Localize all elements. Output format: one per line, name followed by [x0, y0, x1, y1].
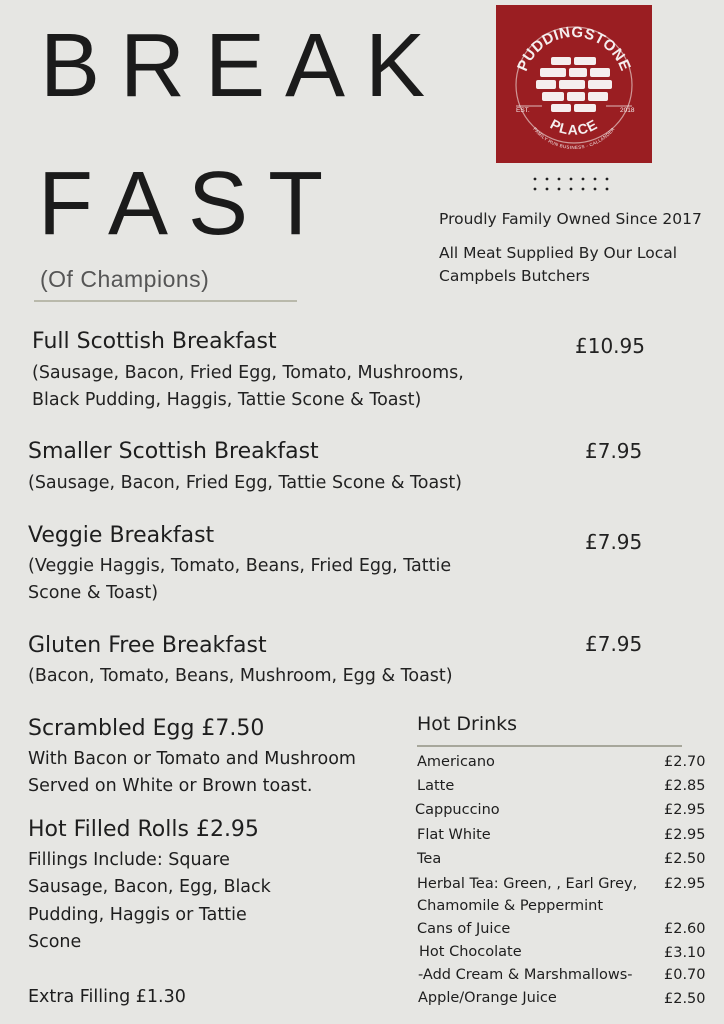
menu-item-price: £7.95 [585, 530, 643, 554]
drink-price: £2.50 [664, 851, 706, 867]
drink-price: £2.50 [664, 991, 706, 1007]
info-butcher: Campbels Butchers [439, 267, 590, 285]
drink-name: -Add Cream & Marshmallows- [418, 967, 633, 983]
drink-name: Americano [417, 754, 495, 770]
hot-rolls-desc: Pudding, Haggis or Tattie [28, 905, 247, 925]
decorative-dots [532, 176, 612, 192]
hot-rolls-desc: Fillings Include: Square [28, 850, 230, 870]
menu-item-desc: (Sausage, Bacon, Fried Egg, Tomato, Mushrooms, [32, 363, 464, 383]
menu-item-price: £7.95 [585, 439, 643, 463]
hot-rolls-heading: Hot Filled Rolls £2.95 [28, 817, 259, 842]
brand-logo [496, 5, 652, 163]
drink-name: Cans of Juice [417, 921, 511, 937]
svg-text:PUDDINGSTONE [514, 24, 634, 74]
drink-name: Apple/Orange Juice [418, 990, 557, 1006]
scrambled-egg-desc: Served on White or Brown toast. [28, 776, 313, 796]
svg-text:PLACE [548, 116, 601, 138]
extra-filling-note: Extra Filling £1.30 [28, 987, 186, 1007]
drink-name: Latte [417, 778, 455, 794]
menu-item-price: £7.95 [585, 632, 643, 656]
drink-price: £0.70 [664, 967, 706, 983]
logo-name-top: PUDDINGSTONE [514, 23, 634, 74]
title-divider [34, 300, 297, 302]
drink-name: Flat White [417, 827, 491, 843]
menu-item-desc: Black Pudding, Haggis, Tattie Scone & Toast) [32, 390, 422, 410]
menu-item-name: Gluten Free Breakfast [28, 633, 267, 658]
logo-name-bottom: PLACE [547, 115, 601, 138]
hot-rolls-desc: Sausage, Bacon, Egg, Black [28, 877, 271, 897]
logo-year: 2018 [620, 107, 635, 114]
scrambled-egg-heading: Scrambled Egg £7.50 [28, 716, 265, 741]
drink-price: £2.60 [664, 921, 706, 937]
menu-item-price: £10.95 [575, 334, 645, 358]
menu-item-desc: Scone & Toast) [28, 583, 159, 603]
drink-name: Chamomile & Peppermint [417, 898, 604, 914]
page-subtitle: (Of Champions) [40, 266, 210, 292]
menu-item-desc: (Veggie Haggis, Tomato, Beans, Fried Egg, Tattie [28, 556, 452, 576]
drink-price: £2.70 [664, 754, 706, 770]
menu-item-desc: (Bacon, Tomato, Beans, Mushroom, Egg & Toast) [28, 666, 453, 686]
menu-item-desc: (Sausage, Bacon, Fried Egg, Tattie Scone & Toast) [28, 473, 463, 493]
drink-price: £2.95 [664, 876, 706, 892]
logo-tagline: FAMILY RUN BUSINESS - CALLANDER [532, 126, 616, 151]
drink-price: £2.95 [664, 802, 706, 818]
drink-name: Herbal Tea: Green, , Earl Grey, [417, 876, 638, 892]
drink-name: Hot Chocolate [419, 944, 522, 960]
hot-drinks-divider [417, 745, 682, 747]
page-title-break: BREAK [40, 16, 446, 116]
drink-price: £3.10 [664, 945, 706, 961]
info-family-owned: Proudly Family Owned Since 2017 [439, 210, 702, 228]
logo-est: EST. [516, 107, 530, 114]
hot-rolls-desc: Scone [28, 932, 82, 952]
menu-item-name: Full Scottish Breakfast [32, 329, 277, 354]
info-meat-supplier: All Meat Supplied By Our Local [439, 244, 678, 262]
drink-price: £2.85 [664, 778, 706, 794]
hot-drinks-heading: Hot Drinks [417, 713, 518, 735]
page-title-fast: FAST [38, 154, 344, 254]
drink-name: Cappuccino [415, 802, 500, 818]
scrambled-egg-desc: With Bacon or Tomato and Mushroom [28, 749, 356, 769]
menu-item-name: Veggie Breakfast [28, 523, 215, 548]
drink-name: Tea [417, 851, 442, 867]
menu-item-name: Smaller Scottish Breakfast [28, 439, 319, 464]
drink-price: £2.95 [664, 827, 706, 843]
